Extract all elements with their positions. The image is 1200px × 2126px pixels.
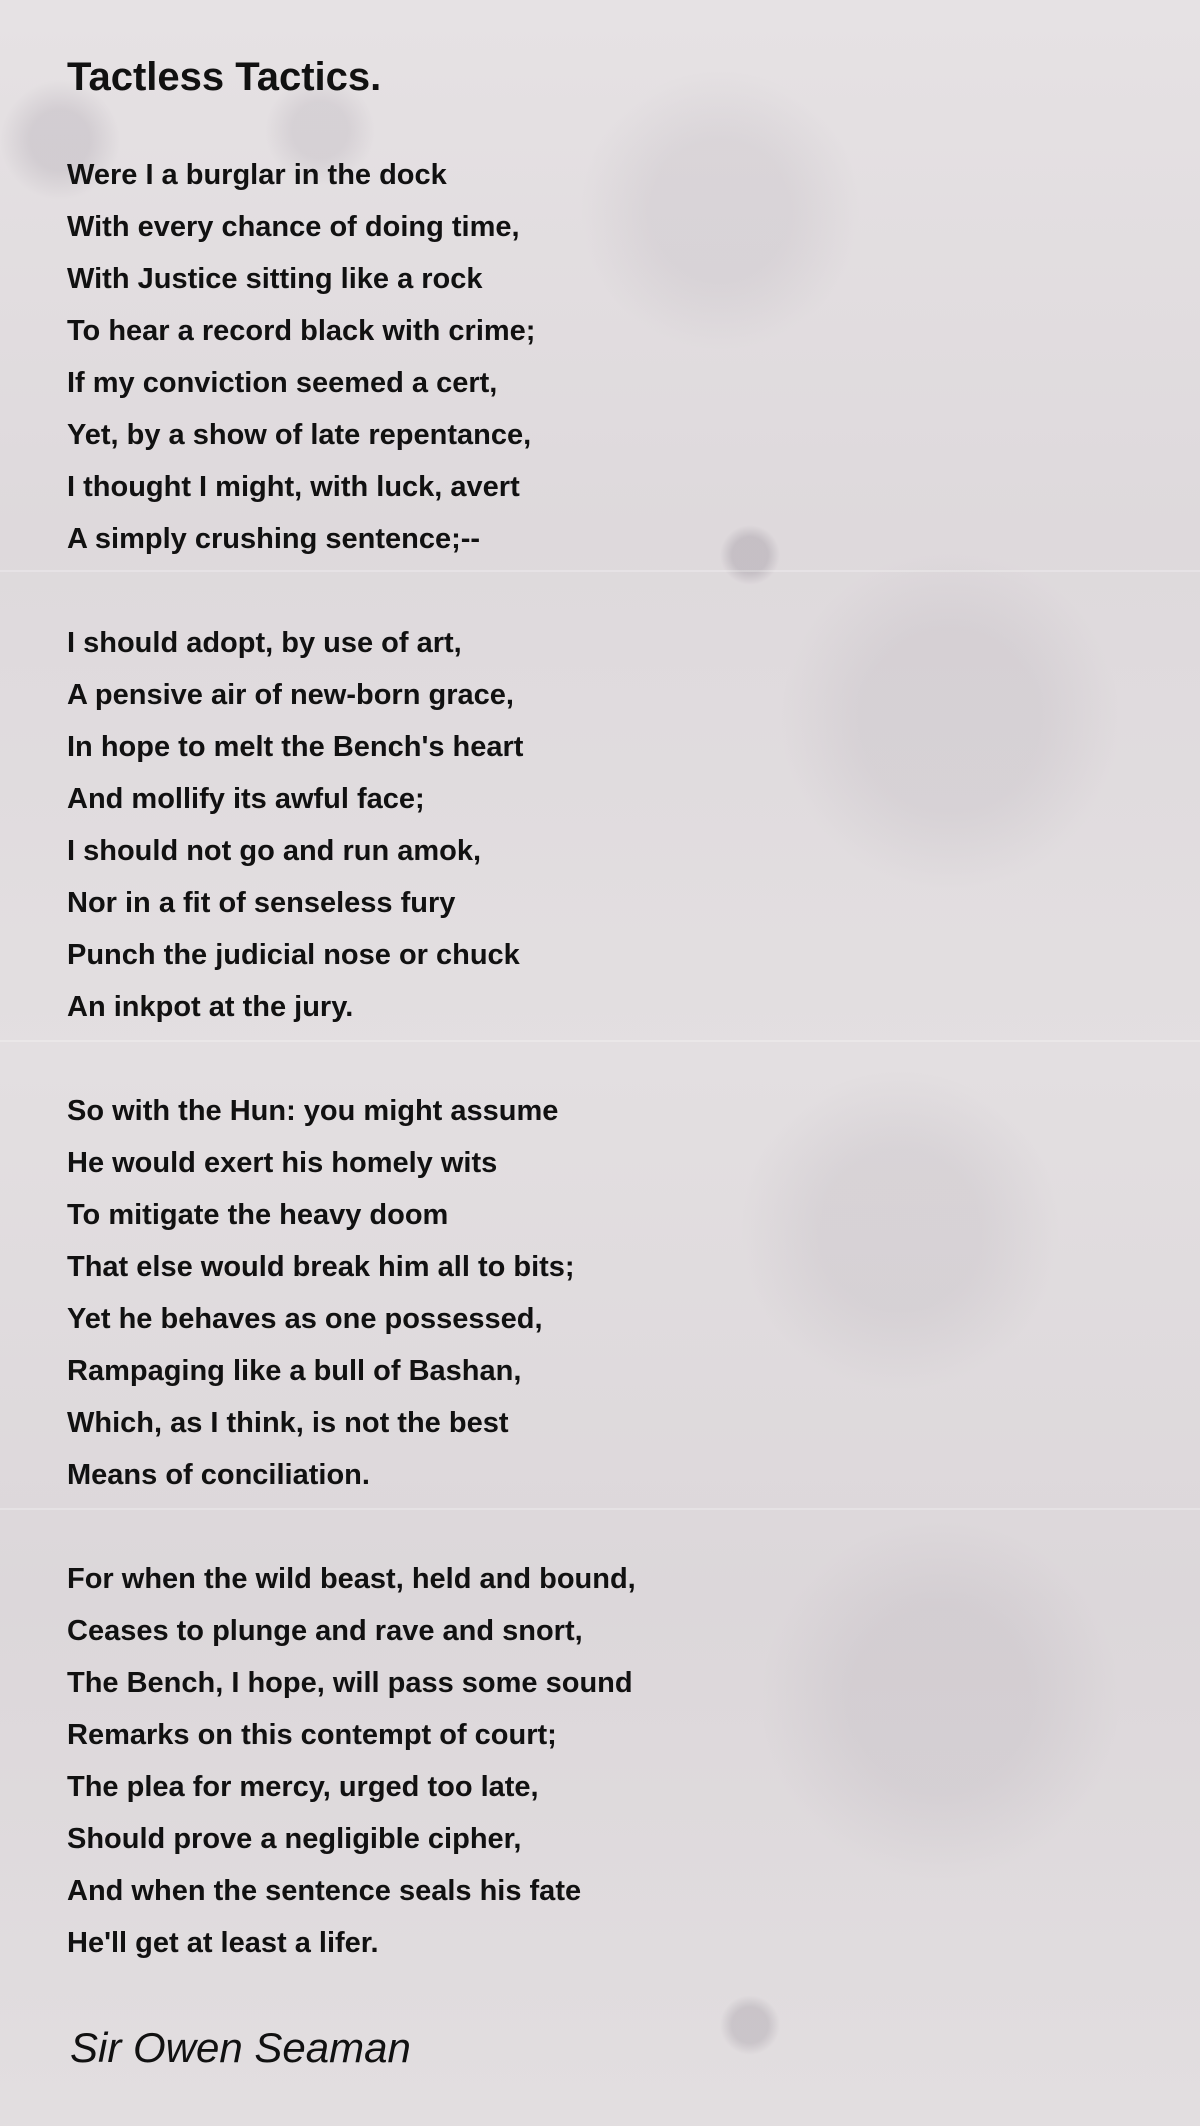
poem-line: Means of conciliation. — [67, 1459, 370, 1491]
stanza-1 — [67, 149, 1067, 565]
poem-line: Rampaging like a bull of Bashan, — [67, 1355, 522, 1387]
poem-line: Ceases to plunge and rave and snort, — [67, 1615, 583, 1647]
poem-line: I should adopt, by use of art, — [67, 627, 462, 659]
poem-line: Yet, by a show of late repentance, — [67, 419, 532, 451]
poem-line: So with the Hun: you might assume — [67, 1095, 559, 1127]
poem-body — [67, 149, 1067, 2021]
poem-line: To mitigate the heavy doom — [67, 1199, 449, 1231]
poem-line: For when the wild beast, held and bound, — [67, 1563, 636, 1595]
poem-line: I thought I might, with luck, avert — [67, 471, 520, 503]
poem-line: In hope to melt the Bench's heart — [67, 731, 524, 763]
poem-line: And when the sentence seals his fate — [67, 1875, 582, 1907]
poem-line: Were I a burglar in the dock — [67, 159, 447, 191]
stanza-3 — [67, 1085, 1067, 1501]
stanza-4 — [67, 1553, 1067, 1969]
stanza-2 — [67, 617, 1067, 1033]
poem-line: Remarks on this contempt of court; — [67, 1719, 557, 1751]
poem-line: Punch the judicial nose or chuck — [67, 939, 520, 971]
poem-line: With Justice sitting like a rock — [67, 263, 483, 295]
poem-author: Sir Owen Seaman — [70, 2024, 411, 2071]
poem-line: And mollify its awful face; — [67, 783, 425, 815]
poem-line: To hear a record black with crime; — [67, 315, 536, 347]
poem-line: Yet he behaves as one possessed, — [67, 1303, 543, 1335]
poem-line: A simply crushing sentence;-- — [67, 523, 481, 555]
poem-line: Which, as I think, is not the best — [67, 1407, 509, 1439]
poem-line: He'll get at least a lifer. — [67, 1927, 379, 1959]
poem-line: The Bench, I hope, will pass some sound — [67, 1667, 633, 1699]
poem-title: Tactless Tactics. — [67, 55, 382, 99]
poem-line: With every chance of doing time, — [67, 211, 520, 243]
poem-line: I should not go and run amok, — [67, 835, 482, 867]
poem-line: A pensive air of new-born grace, — [67, 679, 514, 711]
poem-line: That else would break him all to bits; — [67, 1251, 575, 1283]
poem-line: He would exert his homely wits — [67, 1147, 498, 1179]
poem-line: Should prove a negligible cipher, — [67, 1823, 522, 1855]
poem-line: If my conviction seemed a cert, — [67, 367, 498, 399]
poem-line: An inkpot at the jury. — [67, 991, 354, 1023]
poem-line: Nor in a fit of senseless fury — [67, 887, 456, 919]
poem-line: The plea for mercy, urged too late, — [67, 1771, 539, 1803]
